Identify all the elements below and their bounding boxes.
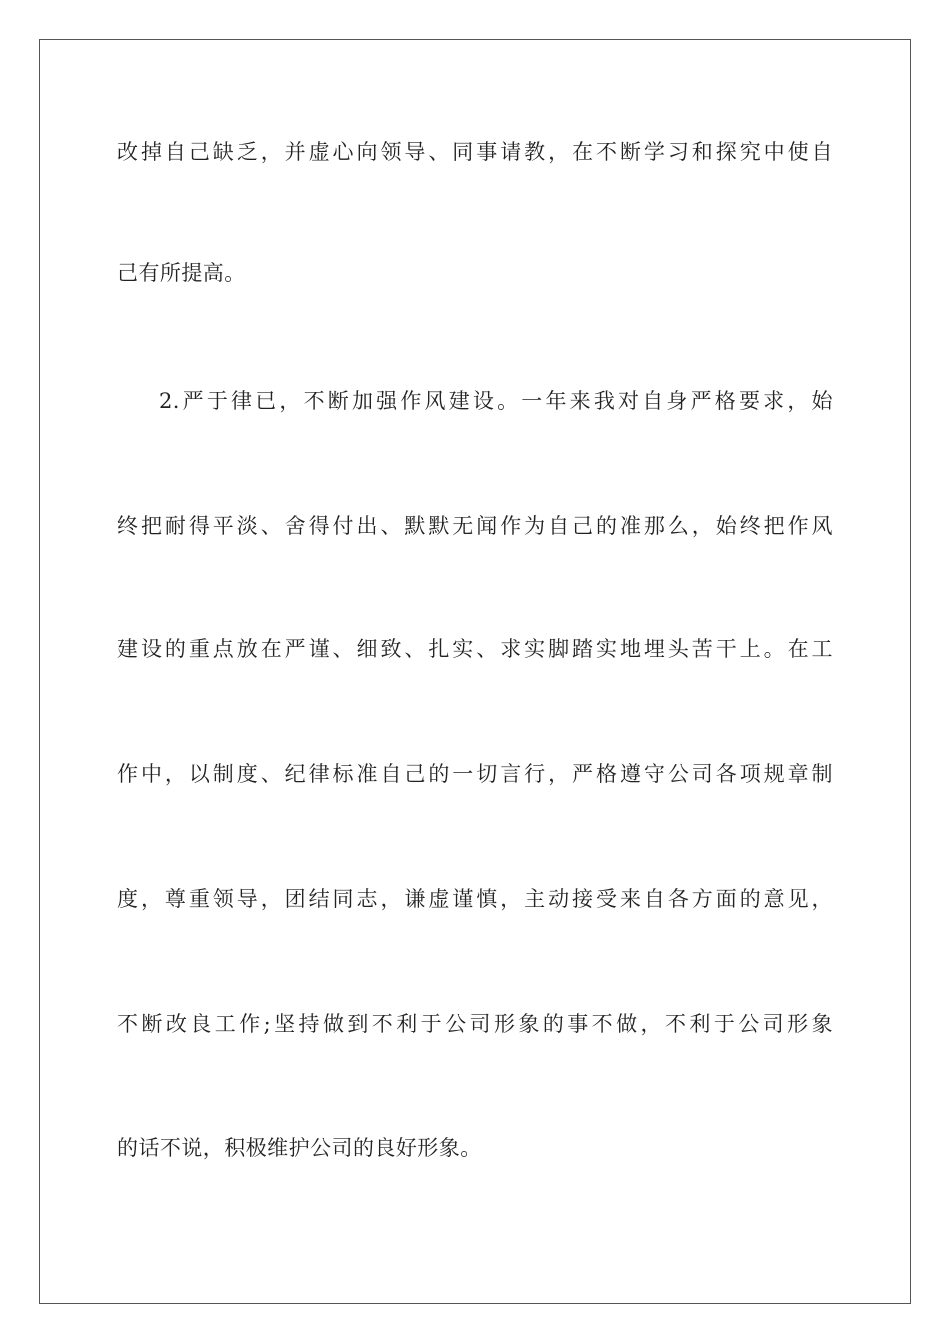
text-line-7: 度，尊重领导，团结同志，谦虚谨慎，主动接受来自各方面的意见，: [117, 887, 833, 911]
text-line-9: 的话不说，积极维护公司的良好形象。: [117, 1136, 482, 1160]
text-line-4: 终把耐得平淡、舍得付出、默默无闻作为自己的准那么，始终把作风: [117, 514, 833, 538]
text-line-1: 改掉自己缺乏，并虚心向领导、同事请教，在不断学习和探究中使自: [117, 140, 833, 164]
page-frame: [39, 39, 911, 1304]
text-line-8: 不断改良工作;坚持做到不利于公司形象的事不做，不利于公司形象: [117, 1012, 833, 1036]
text-line-2: 己有所提高。: [117, 261, 246, 285]
text-line-3: 2.严于律已，不断加强作风建设。一年来我对自身严格要求，始: [159, 389, 833, 413]
text-line-6: 作中，以制度、纪律标准自己的一切言行，严格遵守公司各项规章制: [117, 762, 833, 786]
text-line-5: 建设的重点放在严谨、细致、扎实、求实脚踏实地埋头苦干上。在工: [117, 637, 833, 661]
